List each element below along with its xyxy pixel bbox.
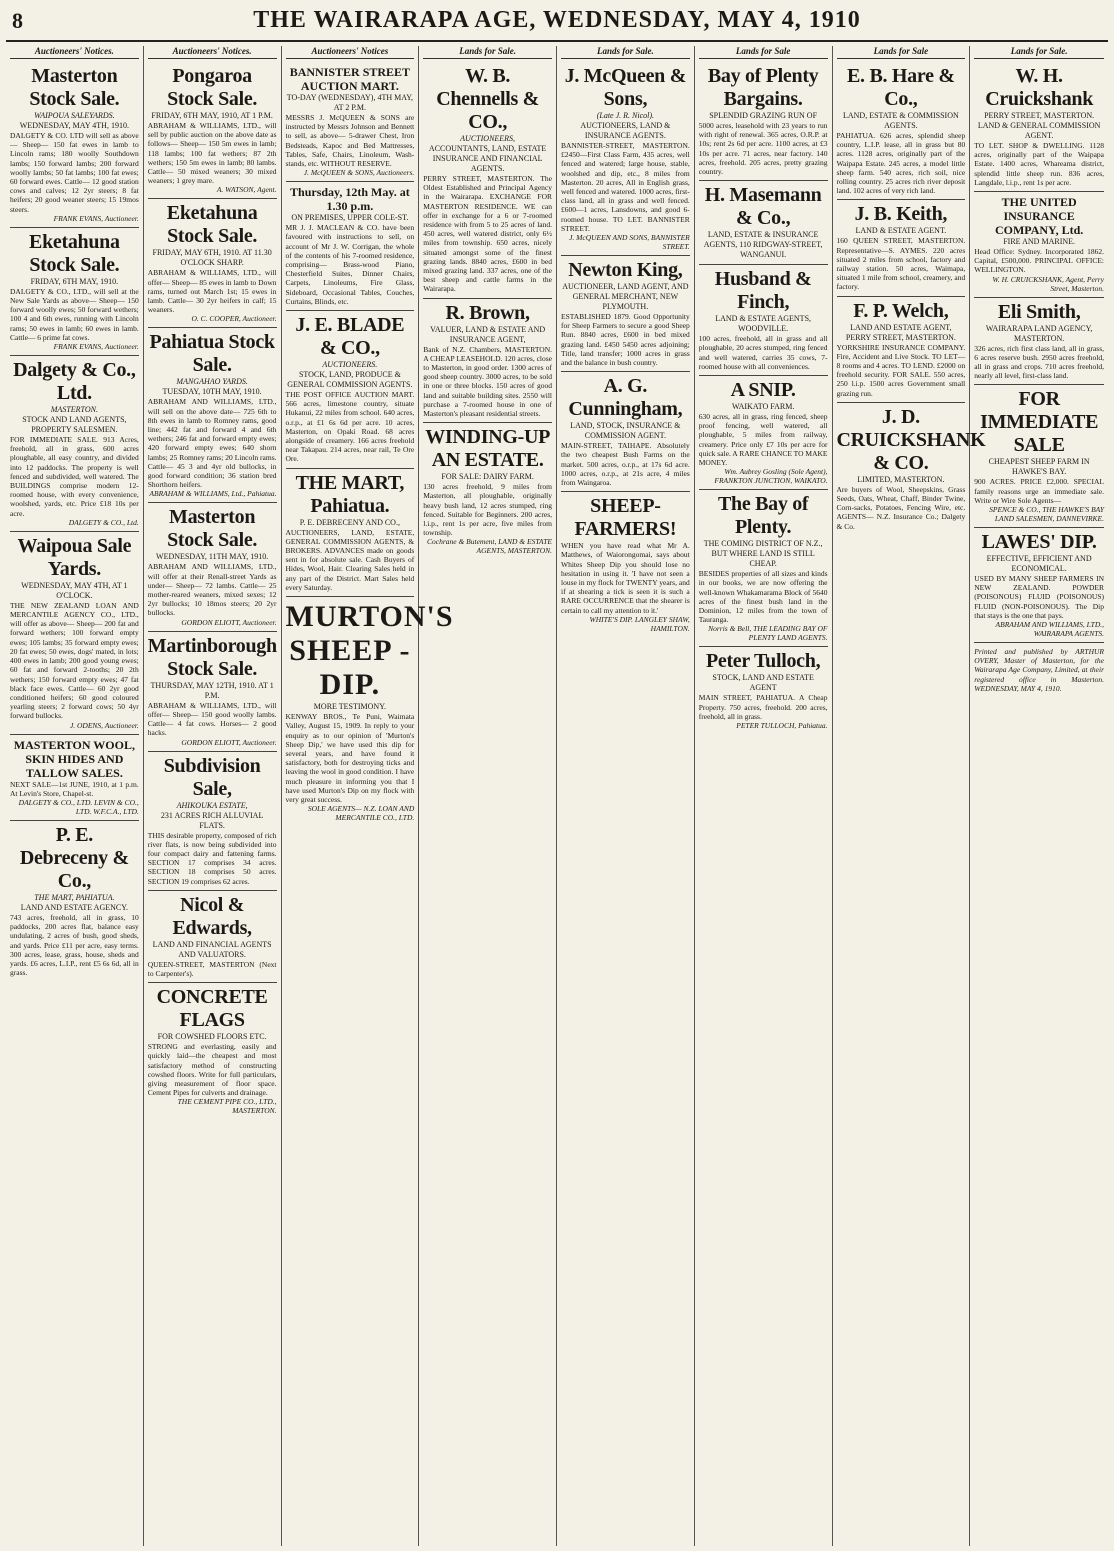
- ad-signature: SOLE AGENTS— N.Z. LOAN AND MERCANTILE CO., LTD.: [307, 804, 415, 823]
- ad-title: E. B. Hare & Co.,: [847, 65, 955, 110]
- advertisement: [10, 62, 139, 228]
- ad-caption: ACCOUNTANTS, LAND, ESTATE INSURANCE AND FINANCIAL AGENTS.: [428, 144, 547, 173]
- ad-caption: WEDNESDAY, MAY 4TH, 1910.: [19, 121, 129, 130]
- column-5: [557, 46, 695, 1546]
- advertisement: [561, 372, 690, 492]
- advertisement: [836, 403, 986, 535]
- masthead: [6, 4, 1108, 42]
- ad-body: MR J. J. MACLEAN & CO. have been favoured with instructions to sell, on account of Mr J. W. Corrigan, the whole of the contents of his 7-roomed residence, comprising— Brass-wood Piano, Chesterfield Suites, Dinner Chairs, Carpets, Linoleums, Fire Glass, Sideboard, Occasional Tables, Couches, Curtains, Blinds, etc.: [285, 223, 415, 306]
- ad-title: Eli Smith,: [997, 300, 1081, 323]
- advertisement: [561, 492, 690, 637]
- ad-body: USED BY MANY SHEEP FARMERS IN NEW ZEALAND. POWDER (POISONOUS) FLUID (POISONOUS) FLUID (NON-POISONOUS). The Dip that stays is the one that pays.: [974, 574, 1104, 620]
- advertisement: [10, 228, 139, 356]
- ad-title: Masterton Stock Sale.: [167, 506, 258, 552]
- ad-body: Bank of N.Z. Chambers, MASTERTON. A CHEAP LEASEHOLD. 120 acres, close to Masterton, in good order. 1300 acres of good sheep country. 3000 acres, to be sold in one or three blocks. 150 acres of good land and suitable building sites. 2550 will purchase a 7-roomed house in one of Masterton's pleasant residential streets.: [423, 344, 552, 419]
- column-header: Lands for Sale.: [561, 46, 690, 59]
- ad-signature: FRANK EVANS, Auctioneer.: [53, 342, 139, 352]
- ad-title: W. H. Cruickshank: [985, 65, 1094, 110]
- ad-body: 130 acres freehold, 9 miles from Masterton, all ploughable, originally heavy bush land, 12 acres stumped, ring fenced. Suitable for Beginners. 200 acres, l.i.p., rent 1s per acre, five miles from township.: [423, 482, 552, 538]
- ad-title: J. E. BLADE & CO.,: [295, 314, 405, 360]
- ad-title: BANNISTER STREET AUCTION MART.: [289, 65, 411, 93]
- advertisement: [699, 376, 828, 490]
- ad-caption: TUESDAY, 10TH MAY, 1910.: [162, 387, 262, 397]
- ad-body: DALGETY & CO. LTD will sell as above— Sheep— 150 fat ewes in lamb to Lincoln rams; 180 woolly Southdown lambs; 150 forward lambs; 200 forward woolly lambs; 50 fat lambs; 100 fat ewes; 60 forward ewes. Cattle— 12 good station cows and calves; 12 2yr steers; 8 fat heifers; 20 good weaner steers; 15 19mos steers.: [10, 131, 139, 214]
- advertisement: [699, 62, 828, 181]
- ad-subtitle: AHIKOUKA ESTATE,: [176, 800, 248, 810]
- column-header: Auctioneers' Notices: [286, 46, 415, 59]
- column-4: [419, 46, 557, 1546]
- ad-caption: THE COMING DISTRICT OF N.Z., BUT WHERE LAND IS STILL CHEAP.: [703, 539, 823, 569]
- newspaper-title: THE WAIRARAPA AGE, WEDNESDAY, MAY 4, 1910: [253, 7, 861, 33]
- advertisement: [423, 62, 552, 299]
- ad-caption: ON PREMISES, UPPER COLE-ST.: [291, 213, 409, 223]
- ad-signature: O. C. COOPER, Auctioneer.: [191, 314, 277, 324]
- ad-title: MASTERTON WOOL, SKIN HIDES AND TALLOW SALES.: [13, 737, 135, 780]
- advertisement: [837, 200, 966, 296]
- ad-signature: DALGETY & CO., Ltd.: [68, 517, 139, 527]
- advertisement: [10, 532, 139, 735]
- ad-body: DALGETY & CO., LTD., will sell at the New Sale Yards as above— Sheep— 150 forward woolly ewes; 50 forward wethers; 100 4 and 6th ewes, running with Lincoln rams; 50 ewes in lamb; 60 ewes in lamb. Cattle— 6 prime fat cows.: [10, 286, 139, 342]
- ad-caption: STOCK AND LAND AGENTS, PROPERTY SALESMEN.: [22, 415, 127, 435]
- ad-signature: GORDON ELIOTT, Auctioneer.: [181, 737, 277, 747]
- ad-title: Nicol & Edwards,: [172, 893, 252, 939]
- ad-caption: WEDNESDAY, 11TH MAY, 1910.: [156, 552, 269, 562]
- ad-signature: Wm. Aubrey Gosling (Sole Agent), FRANKTON JUNCTION, WAIKATO.: [714, 467, 828, 486]
- ad-signature: SPENCE & CO., THE HAWKE'S BAY LAND SALESMEN, DANNEVIRKE.: [989, 505, 1104, 524]
- ad-title: FOR IMMEDIATE SALE: [980, 388, 1099, 457]
- advertisement: [974, 528, 1104, 643]
- ad-subtitle: AUCTIONEERS,: [460, 134, 516, 143]
- ad-body: 160 QUEEN STREET, MASTERTON. Representative—S. AYMES. 220 acres situated 2 miles from school, factory and railway station. 50 acres, Waimapa, situated 1 mile from school, creamery, and factory.: [836, 236, 966, 292]
- ad-title-2: SHEEP - DIP.: [289, 634, 411, 702]
- ad-title: Bay of Plenty Bargains.: [707, 65, 819, 110]
- ad-caption: FIRE AND MARINE.: [1003, 237, 1076, 247]
- advertisement: [974, 385, 1104, 528]
- ad-signature: Cochrane & Butement, LAND & ESTATE AGENTS, MASTERTON.: [427, 537, 552, 556]
- ad-caption: AUCTIONEERS, LAND & INSURANCE AGENTS.: [580, 121, 671, 140]
- ad-caption: LAND & ESTATE AGENT.: [855, 226, 947, 236]
- ad-title: THE UNITED INSURANCE COMPANY, Ltd.: [994, 195, 1084, 238]
- ad-body: WHEN you have read what Mr A. Matthews, of Waiorongomai, says about Whites Sheep Dip you should lose no hesitation in using it. 'I have not seen a louse in my flock for TWENTY years, and if at shearing a tick is seen it is such a RARE OCCURRENCE that the shearer is certain to call my attention to it.': [561, 541, 690, 615]
- ad-signature: J. McQUEEN AND SONS, BANNISTER STREET.: [569, 233, 690, 252]
- ad-title: LAWES' DIP.: [981, 531, 1097, 554]
- advertisement: [423, 299, 552, 424]
- ad-caption: STOCK, LAND, PRODUCE & GENERAL COMMISSION AGENTS.: [287, 370, 413, 390]
- ad-signature: ABRAHAM & WILLIAMS, Ltd., Pahiatua.: [149, 489, 277, 499]
- ad-signature: A. WATSON, Agent.: [216, 185, 277, 195]
- column-8: [970, 46, 1108, 1546]
- column-header: Auctioneers' Notices.: [148, 46, 277, 59]
- ad-body: YORKSHIRE INSURANCE COMPANY. Fire, Accident and Live Stock. TO LET—8 rooms and 4 acres. TO LEND. £2000 on freehold security. FOR SALE. 550 acres, 250 l.i.p. 1500 acres Government small grazing run.: [836, 342, 966, 398]
- ad-body: ABRAHAM & WILLIAMS, LTD., will offer— Sheep— 85 ewes in lamb to Down rams, turned out March 1st; 15 ewes in lamb. Cattle— 30 2yr heifers in calf; 15 weaners.: [147, 268, 277, 315]
- advertisement: [148, 752, 277, 891]
- advertisement: [286, 311, 415, 469]
- ad-caption: LAND, ESTATE & INSURANCE AGENTS, 110 RIDGWAY-STREET, WANGANUI.: [703, 230, 823, 260]
- ad-title: Masterton Stock Sale.: [29, 65, 120, 110]
- ad-caption: FRIDAY, MAY 6TH, 1910. AT 11.30 O'CLOCK SHARP.: [152, 248, 272, 268]
- ad-title: J. McQueen & Sons,: [564, 65, 687, 110]
- advertisement: [699, 181, 828, 265]
- ad-caption: LAND, STOCK, INSURANCE & COMMISSION AGENT.: [570, 421, 681, 441]
- advertisement: [974, 62, 1104, 192]
- ad-body: 326 acres, rich first class land, all in grass, 6 acres reserve bush. 2950 acres freehold, all in grass and crops. 710 acres freehold, nearly all level, first-class land.: [974, 343, 1104, 381]
- ad-signature: GORDON ELIOTT, Auctioneer.: [181, 617, 277, 627]
- ad-body: THE POST OFFICE AUCTION MART. 566 acres, limestone country, situate Hukanui, 22 miles from school. 640 acres, o.r.p., at £1 6s 6d per acre. 10 acres, Masterton, on Opaki Road. 68 acres alongside of creamery. 166 acres freehold near Takapau. 214 acres, near rail, Te Ore Ore.: [285, 390, 415, 464]
- advertisement: [10, 356, 139, 532]
- ad-body: Are buyers of Wool, Sheepskins, Grass Seeds, Oats, Wheat, Chaff, Binder Twine, Corn-sacks, Potatoes, Fencing Wire, etc. AGENTS— N.Z. Insurance Co.; Dalgety & Co.: [836, 484, 966, 531]
- ad-subtitle: WAIPOUA SALEYARDS.: [34, 111, 115, 120]
- ad-caption: AUCTIONEER, LAND AGENT, AND GENERAL MERCHANT, NEW PLYMOUTH.: [562, 282, 689, 312]
- ad-subtitle: MANGAHAO YARDS.: [176, 377, 248, 387]
- ad-caption: TO-DAY (WEDNESDAY), 4TH MAY, AT 2 P.M.: [286, 93, 414, 112]
- ad-title: W. B. Chennells & CO.,: [436, 65, 540, 133]
- ad-subtitle: THE MART, PAHIATUA.: [34, 892, 115, 902]
- ad-body: ESTABLISHED 1879. Good Opportunity for Sheep Farmers to secure a good Sheep Run. 8840 acres, £600 in bed mixed grazing land. £450 5450 acres adjoining; Title, land transfer; 1000 acres in grass and the balance in bush country.: [561, 312, 690, 368]
- ad-body: ABRAHAM & WILLIAMS, LTD., will offer— Sheep— 150 good woolly lambs. Cattle— 4 fat cows. Horses— 2 good hacks.: [147, 700, 277, 738]
- ad-title: MURTON'S: [285, 600, 454, 634]
- advertisement: [699, 490, 828, 647]
- ad-title: R. Brown,: [445, 301, 530, 324]
- advertisement: [148, 199, 277, 328]
- ad-body: THE NEW ZEALAND LOAN AND MERCANTILE AGENCY CO., LTD., will offer as above— Sheep— 200 fat and forward wethers; 100 forward empty ewes; 105 lambs; 35 forward empty ewes; 20 fat ewes; 50 ewes, dogs' mated, in lots; 400 ewes in lamb; 200 good young ewes; 60 fat and forward 2-tooths; 20 2th wethers; 150 forward empty ewes; 47 fat black face ewes. Cattle— 60 2yr good conditioned heifers; 60 good coloured yearling steers; 2 forward cows; 50 4yr forward bullocks.: [10, 600, 139, 721]
- ad-caption: STOCK, LAND AND ESTATE AGENT: [712, 673, 814, 693]
- ad-title: J. D. CRUICKSHANK & CO.: [836, 405, 986, 474]
- column-7: [833, 46, 986, 1546]
- ad-title: F. P. Welch,: [853, 299, 949, 322]
- advertisement: [837, 62, 966, 200]
- column-1: [6, 46, 144, 1546]
- ad-caption: VALUER, LAND & ESTATE AND INSURANCE AGENT,: [430, 324, 546, 344]
- ad-caption: LAND AND ESTATE AGENT, PERRY STREET, MASTERTON.: [845, 322, 956, 342]
- ad-signature: FRANK EVANS, Auctioneer.: [53, 213, 139, 223]
- ad-body: STRONG and everlasting, easily and quickly laid—the cheapest and most satisfactory method of constructing cowshed floors. Write for full particulars, giving measurement of floor space. Cement Pipes for culverts and drainage.: [147, 1042, 277, 1098]
- ad-signature: W. H. CRUICKSHANK, Agent, Perry Street, Masterton.: [992, 274, 1104, 293]
- ad-title: SHEEP-FARMERS!: [574, 495, 677, 541]
- ad-title: J. B. Keith,: [854, 203, 948, 226]
- advertisement: [148, 632, 277, 752]
- ad-title: Waipoua Sale Yards.: [17, 534, 132, 580]
- ad-caption: FOR SALE: DAIRY FARM.: [441, 472, 534, 482]
- advertisement: [10, 735, 139, 821]
- ad-body: PAHIATUA. 626 acres, splendid sheep country, L.I.P. lease, all in grass but 80 acres. 1128 acres, originally part of the Waipapa Estate. 245 acres, a model little sheep farm. 540 acres, rich soil, nice rolling country. 25 acres rich river deposit land. 102 acres of very rich land.: [836, 131, 966, 196]
- advertisement: [974, 298, 1104, 386]
- ad-caption: PERRY STREET, MASTERTON. LAND & GENERAL COMMISSION AGENT.: [977, 111, 1101, 140]
- ad-caption: SPLENDID GRAZING RUN OF: [709, 111, 818, 120]
- ad-body: ABRAHAM AND WILLIAMS, LTD., will offer at their Renall-street Yards as under— Sheep— 72 lambs. Cattle— 25 mother-reared weaners, mixed sexes; 12 2yr bullocks; 10 18mos steers; 20 2yr bullocks.: [147, 562, 277, 618]
- ad-title: Newton King,: [568, 259, 683, 282]
- column-2: [144, 46, 282, 1546]
- advertisement: [699, 647, 828, 734]
- ad-title: Eketahuna Stock Sale.: [166, 202, 258, 248]
- advertisement: [148, 983, 277, 1119]
- ad-title: Peter Tulloch,: [705, 650, 821, 673]
- ad-body: MAIN STREET, PAHIATUA. A Cheap Property. 750 acres, freehold. 200 acres, freehold, all in grass.: [698, 693, 828, 721]
- ad-title: Martinborough Stock Sale.: [147, 634, 277, 680]
- advertisement: [10, 821, 139, 981]
- ad-subtitle: AUCTIONEERS.: [322, 360, 378, 370]
- page-number: 8: [12, 8, 23, 33]
- ad-title: Dalgety & Co., Ltd.: [13, 359, 136, 405]
- ad-body: Head Office: Sydney. Incorporated 1862. Capital, £500,000. PRINCIPAL OFFICE: WELLINGTON.: [974, 247, 1104, 275]
- advertisement: [148, 62, 277, 199]
- ad-signature: THE CEMENT PIPE CO., LTD., MASTERTON.: [177, 1097, 277, 1116]
- ad-title: THE MART, Pahiatua.: [295, 471, 405, 517]
- ad-signature: ABRAHAM AND WILLIAMS, LTD., WAIRARAPA AGENTS.: [995, 620, 1104, 639]
- ad-title: Eketahuna Stock Sale.: [29, 230, 120, 276]
- advertisement: [561, 256, 690, 372]
- ad-title: Pahiatua Stock Sale.: [149, 331, 275, 377]
- advertisement: [285, 597, 454, 826]
- columns: [6, 46, 1108, 1546]
- ad-caption: LIMITED, MASTERTON.: [857, 474, 945, 484]
- ad-title: A SNIP.: [730, 379, 796, 402]
- ad-title: P. E. Debreceny & Co.,: [19, 823, 129, 892]
- ad-body: AUCTIONEERS, LAND, ESTATE, GENERAL COMMISSION AGENTS, & BROKERS. ADVANCES made on goods sent in for absolute sale. Cash Buyers of Hides, Wool, Hair. Clearing Sales held in any part of the District. Mart Sales held every Saturday.: [285, 527, 415, 592]
- column-6: [695, 46, 833, 1546]
- ad-title: Pongaroa Stock Sale.: [167, 65, 258, 110]
- advertisement: [286, 182, 415, 311]
- ad-title: The Bay of Plenty.: [717, 493, 809, 539]
- ad-title: Husband & Finch,: [714, 268, 812, 314]
- ad-signature: Norris & Bell, THE LEADING BAY OF PLENTY LAND AGENTS.: [708, 624, 828, 643]
- ad-subtitle: (Late J. R. Nicol).: [596, 111, 655, 120]
- advertisement: [423, 423, 552, 559]
- column-header: Lands for Sale: [837, 46, 966, 59]
- ad-body: 100 acres, freehold, all in grass and all ploughable, 20 acres stumped, ring fenced and well watered, carries 35 cows, 7-roomed house with all conveniences.: [698, 334, 828, 371]
- column-header: Lands for Sale: [699, 46, 828, 59]
- ad-body: 743 acres, freehold, all in grass, 10 paddocks, 200 acres flat, balance easy undulating, 2 acres of bush, good sheds, and yards. Price £11 per acre, easy terms. 300 acres, lease, grass, house, sheds and yards. £6 acres, L.I.P., rent £5 6s 6d, all in grass.: [10, 912, 139, 978]
- ad-caption: LAND, ESTATE & COMMISSION AGENTS.: [842, 111, 959, 130]
- ad-subtitle: MASTERTON.: [50, 405, 98, 415]
- ad-title: H. Masemann & Co.,: [704, 184, 822, 230]
- ad-body: THIS desirable property, composed of rich river flats, is now being subdivided into four compact dairy and fattening farms. SECTION 17 comprises 34 acres. SECTION 18 comprises 50 acres. SECTION 19 comprises 62 acres.: [147, 830, 277, 886]
- ad-caption: WAIRARAPA LAND AGENCY, MASTERTON.: [985, 323, 1093, 343]
- ad-signature: J. ODENS, Auctioneer.: [69, 720, 139, 730]
- ad-caption: FRIDAY, 6TH MAY, 1910, AT 1 P.M.: [151, 111, 273, 120]
- advertisement: [286, 62, 415, 182]
- ad-body: FOR IMMEDIATE SALE. 913 Acres, freehold, all in grass, 600 acres ploughable, all easy country, and divided into 12 paddocks. The property is well fenced and subdivided, well watered. The BUILDINGS comprise modern 12-roomed house, with every convenience, woolshed, yards, etc. Price £18 10s per acre.: [10, 435, 139, 518]
- ad-signature: WHITE'S DIP. LANGLEY SHAW, HAMILTON.: [589, 614, 690, 633]
- advertisement: [148, 328, 277, 503]
- advertisement: [148, 891, 277, 983]
- column-3: [282, 46, 454, 1546]
- ad-body: 900 ACRES. PRICE £2,000. SPECIAL family reasons urge an immediate sale. Write or Wire Sole Agents—: [974, 477, 1104, 505]
- ad-title: Thursday, 12th May. at 1.30 p.m.: [290, 185, 410, 214]
- ad-body: BANNISTER-STREET, MASTERTON. £2450—First Class Farm, 435 acres, well fenced and watered; large house, stable, woolshed and dip, etc., 8 miles from Masterton. 20 acres, All in English grass, well fenced and watered. 1000 acres, first-class land, all in grass and well fenced. £600—1 acres, Lansdowns, and good 6-roomed house. TO LET. BANNISTER STREET.: [561, 141, 690, 233]
- ad-caption: WEDNESDAY, MAY 4TH, AT 1 O'CLOCK.: [21, 580, 128, 600]
- newspaper-page: [6, 4, 1108, 1547]
- ad-caption: THURSDAY, MAY 12TH, 1910. AT 1 P.M.: [150, 680, 274, 700]
- ad-title: A. G. Cunningham,: [568, 375, 683, 421]
- advertisement: [699, 265, 828, 376]
- advertisement: [286, 469, 415, 597]
- ad-caption: FRIDAY, 6TH MAY, 1910.: [30, 276, 119, 286]
- ad-body: MESSRS J. McQUEEN & SONS are instructed by Messrs Johnson and Bennett to sell, as above— 5-drawer Chest, Iron Bedsteads, Kapoc and Bed Mattresses, Tables, Safe, Chairs, Linoleum, Wash-stands, etc. WITHOUT RESERVE.: [285, 113, 415, 169]
- ad-caption: CHEAPEST SHEEP FARM IN HAWKE'S BAY.: [988, 457, 1090, 477]
- ad-caption: LAND AND FINANCIAL AGENTS AND VALUATORS.: [152, 939, 272, 959]
- column-header: Lands for Sale.: [423, 46, 552, 59]
- column-header: Lands for Sale.: [974, 46, 1104, 59]
- ad-body: 630 acres, all in grass, ring fenced, sheep proof fencing, well watered, all ploughable, 5 miles from railway, creamery. Price only £7 10s per acre for quick sale. A RARE CHANCE TO MAKE MONEY.: [698, 412, 828, 468]
- ad-body: KENWAY BROS., Te Puni, Waimata Valley, August 15, 1909. In reply to your enquiry as to our opinion of 'Murton's Sheep Dip,' we have used this dip for several years, and have found it satisfactory, both for destroying ticks and leaving the wool in good condition. I have much pleasure in informing you that I have used Murton's Dip on my flock with very great success.: [285, 712, 415, 804]
- advertisement: [148, 503, 277, 631]
- ad-body: TO LET. SHOP & DWELLING. 1128 acres, originally part of the Waipapa Estate. 1400 acres, Whareama district, splendid little sheep run. 836 acres, Langdale, l.i.p., rent 1s per acre.: [974, 141, 1104, 187]
- ad-signature: J. McQUEEN & SONS, Auctioneers.: [303, 168, 415, 178]
- ad-body: ABRAHAM & WILLIAMS, LTD., will sell by public auction on the above date as follows— Sheep— 150 5m ewes in lamb; 118 lambs; 100 fat wethers; 87 2th wethers; 150 5m ewes in lamb; 80 lambs. Cattle— 50 mixed weaners; 30 mixed weaners; 1 grey mare.: [147, 121, 277, 186]
- advertisement: [561, 62, 690, 256]
- advertisement: [837, 297, 966, 403]
- ad-body: ABRAHAM AND WILLIAMS, LTD., will sell on the above date— 725 6th to 8th ewes in lamb to Romney rams, good line; 442 fat and forward 4 and 6th wethers; 246 fat and forward empty ewes; 420 forward empty ewes; 640 shorn lambs; 25 Romney rams; 20 Lincoln rams. Cattle— 45 3 and 4yr old bullocks, in good forward condition; 36 station bred Shorthorn heifers.: [147, 397, 277, 490]
- ad-caption: FOR COWSHED FLOORS ETC.: [157, 1032, 267, 1042]
- ad-caption: P. E. DEBRECENY AND CO.,: [299, 517, 400, 527]
- printer-imprint: Printed and published by ARTHUR OVERY, Master of Masterton, for the Wairarapa Age Company, Limited, at their registered office in Masterton. WEDNESDAY, MAY 4, 1910.: [974, 647, 1104, 693]
- ad-caption: 231 ACRES RICH ALLUVIAL FLATS.: [160, 810, 264, 830]
- ad-title: Subdivision Sale,: [163, 754, 261, 800]
- ad-caption: EFFECTIVE, EFFICIENT AND ECONOMICAL.: [986, 554, 1092, 574]
- ad-caption: WAIKATO FARM.: [731, 402, 795, 412]
- ad-body: NEXT SALE—1st JUNE, 1910, at 1 p.m. At Levin's Store, Chapel-st.: [10, 779, 139, 798]
- ad-body: 5000 acres, leasehold with 23 years to run with right of renewal. 365 acres, O.R.P. at 10s; rent 2s 6d per acre. 1100 acres, at £3 10s per acre. 71 acres, near factory. 140 acres, freehold. 205 acres, pretty grazing country.: [698, 121, 828, 177]
- column-header: Auctioneers' Notices.: [10, 46, 139, 59]
- ad-body: QUEEN-STREET, MASTERTON (Next to Carpenter's).: [147, 959, 277, 978]
- ad-title: CONCRETE FLAGS: [156, 986, 268, 1032]
- ad-body: BESIDES properties of all sizes and kinds in our books, we are now offering the well-known Whakamarama Block of 5640 acres of the finest bush land in the Dominion, 12 miles from the town of Tauranga.: [698, 569, 828, 625]
- ad-caption: LAND & ESTATE AGENTS, WOODVILLE.: [715, 314, 812, 334]
- ad-caption: LAND AND ESTATE AGENCY.: [20, 902, 128, 912]
- advertisement: [974, 192, 1104, 298]
- ad-caption: MORE TESTIMONY.: [313, 702, 386, 712]
- ad-title: WINDING-UP AN ESTATE.: [425, 426, 551, 472]
- ad-signature: DALGETY & CO., LTD. LEVIN & CO., LTD. W.F.C.A., LTD.: [18, 797, 139, 816]
- ad-body: PERRY STREET, MASTERTON. The Oldest Established and Principal Agency in the Wairarapa. EXCHANGE FOR MASTERTON RESIDENCE. WE can offer in exchange for a 6 or 7-roomed residence with from 5 to 25 acres of land. 450 acres, well watered district, only 6½ miles from township. 650 acres, nicely situated amongst some of the finest grazing lands. 8840 acres, £600 in bed mixed grazing land. 337 acres, one of the best sheep and cattle farms in the Wairarapa.: [423, 174, 552, 294]
- ad-body: MAIN-STREET, TAIHAPE. Absolutely the two cheapest Bush Farms on the market. 500 acres, o.r.p., at 17s 6d acre. 1000 acres, o.r.p., at 21s acre, 4 miles from Waingaroa.: [561, 441, 690, 488]
- ad-signature: PETER TULLOCH, Pahiatua.: [736, 721, 828, 731]
